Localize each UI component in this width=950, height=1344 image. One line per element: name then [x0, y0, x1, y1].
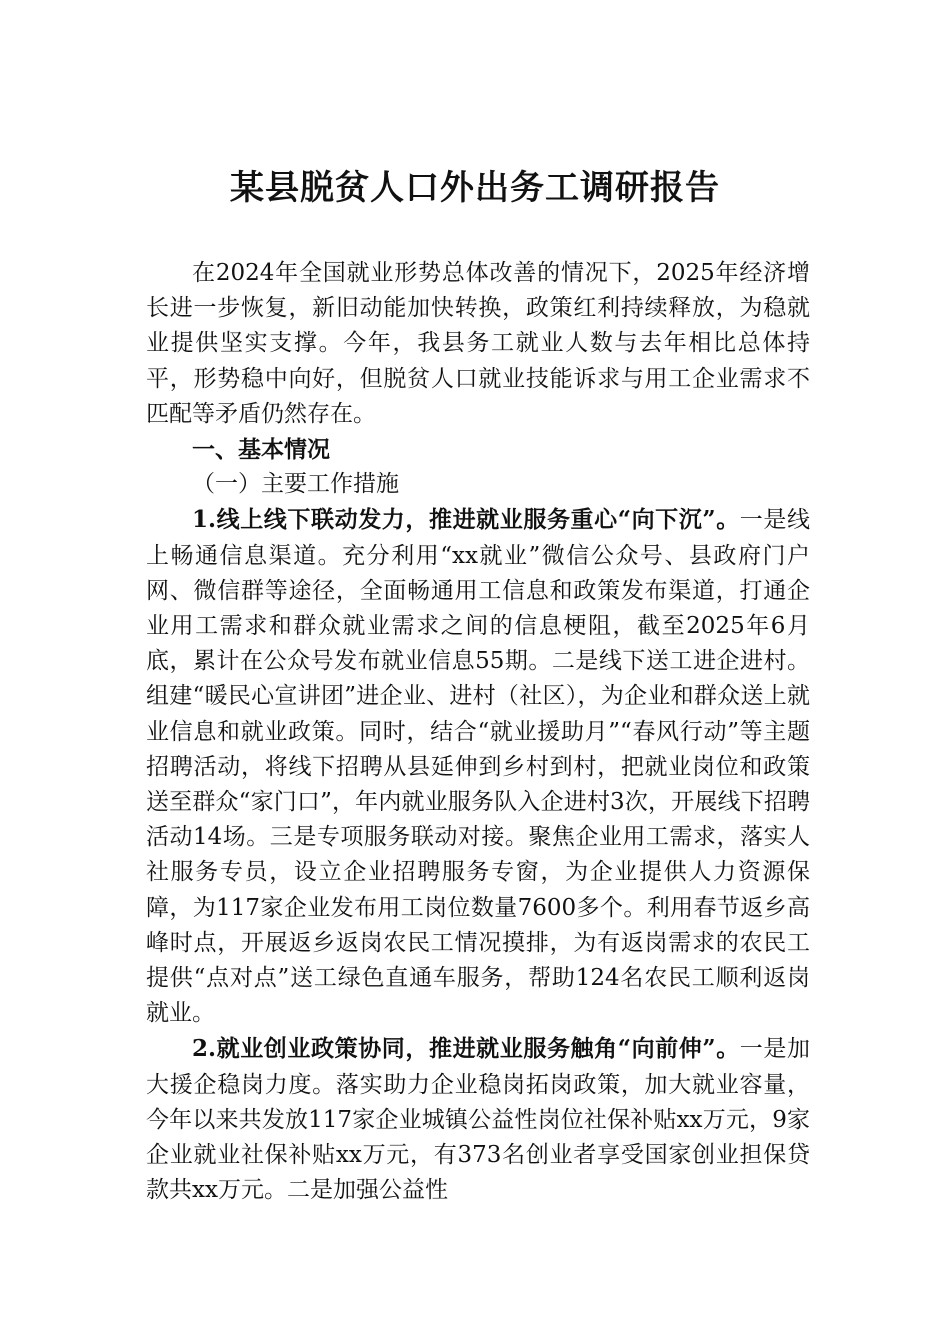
item1-lead: 1.线上线下联动发力，推进就业服务重心“向下沉”。 [192, 506, 740, 534]
item1-body: 一是线上畅通信息渠道。充分利用“xx就业”微信公众号、县政府门户网、微信群等途径，全面畅通用工信息和政策发布渠道，打通企业用工需求和群众就业需求之间的信息梗阻，截至2025年6月底，累计在公众号发布就业信息55期。二是线下送工进企进村。组建“暖民心宣讲团”进企业、进村（社区），为企业和群众送上就业信息和就业政策。同时，结合“就业援助月”“春风行动”等主题招聘活动，将线下招聘从县延伸到乡村到村，把就业岗位和政策送至群众“家门口”，年内就业服务队入企进村3次，开展线下招聘活动14场。三是专项服务联动对接。聚焦企业用工需求，落实人社服务专员，设立企业招聘服务专窗，为企业提供人力资源保障，为117家企业发布用工岗位数量7600多个。利用春节返乡高峰时点，开展返乡返岗农民工情况摸排，为有返岗需求的农民工提供“点对点”送工绿色直通车服务，帮助124名农民工顺利返岗就业。 [146, 507, 810, 1027]
item2-lead: 2.就业创业政策协同，推进就业服务触角“向前伸”。 [192, 1035, 740, 1063]
intro-paragraph: 在2024年全国就业形势总体改善的情况下，2025年经济增长进一步恢复，新旧动能加快转换，政策红利持续释放，为稳就业提供坚实支撑。今年，我县务工就业人数与去年相比总体持平，形势稳中向好，但脱贫人口就业技能诉求与用工企业需求不匹配等矛盾仍然存在。 [146, 260, 810, 427]
document-title: 某县脱贫人口外出务工调研报告 [230, 168, 720, 208]
document-body [146, 256, 810, 1208]
item2-body: 一是加大援企稳岗力度。落实助力企业稳岗拓岗政策，加大就业容量，今年以来共发放117家企业城镇公益性岗位社保补贴xx万元，9家企业就业社保补贴xx万元，有373名创业者享受国家创业担保贷款共xx万元。二是加强公益性 [146, 1036, 810, 1204]
item2-paragraph [146, 1031, 810, 1208]
item1-paragraph [146, 502, 810, 1031]
section-heading-basic-situation: 一、基本情况 [192, 436, 330, 464]
subsection-heading-main-measures: （一）主要工作措施 [192, 471, 399, 498]
